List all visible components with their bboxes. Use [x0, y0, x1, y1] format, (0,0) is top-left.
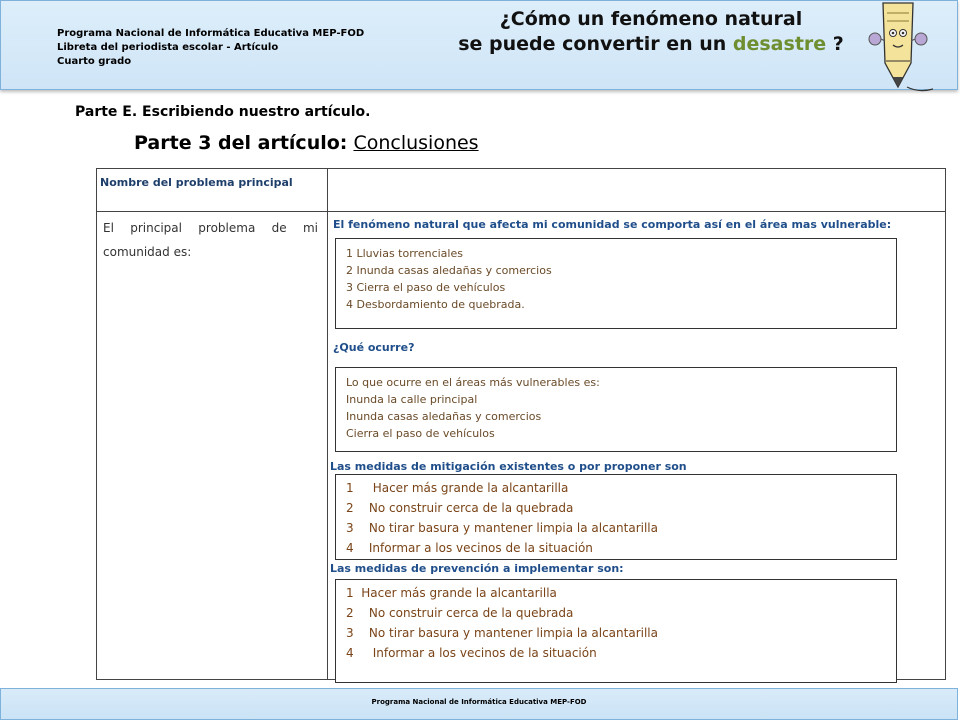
pencil-mascot-icon [863, 1, 935, 93]
prevention-item: 2 No construir cerca de la quebrada [346, 606, 574, 620]
program-info [57, 27, 364, 69]
behavior-question: El fenómeno natural que afecta mi comunidad se comporta así en el área mas vulnerable: [333, 218, 892, 231]
section-label: Parte 3 del artículo: [134, 132, 348, 154]
behavior-item: 2 Inunda casas aledañas y comercios [346, 264, 552, 277]
notebook-name: Libreta del periodista escolar - Artículo [57, 42, 279, 53]
part-heading: Parte E. Escribiendo nuestro artículo. [75, 104, 371, 120]
section-heading [134, 132, 479, 154]
program-name: Programa Nacional de Informática Educativa MEP-FOD [57, 28, 365, 39]
behavior-item: 4 Desbordamiento de quebrada. [346, 298, 525, 311]
main-title-line2 [421, 32, 881, 57]
what-happens-question: ¿Qué ocurre? [333, 341, 415, 354]
table-row-divider [96, 211, 946, 212]
grade-level: Cuarto grado [57, 56, 132, 67]
what-happens-item: Lo que ocurre en el áreas más vulnerables es: [346, 376, 600, 389]
section-title: Conclusiones [353, 132, 479, 154]
footer-banner [0, 688, 958, 720]
header-banner [0, 0, 958, 90]
prevention-question: Las medidas de prevención a implementar son: [330, 562, 624, 575]
main-title-text: se puede convertir en un [458, 33, 733, 55]
behavior-answer-box [335, 238, 897, 329]
table-column-divider [327, 168, 328, 680]
mitigation-answer-box [335, 474, 897, 560]
prevention-item: 3 No tirar basura y mantener limpia la alcantarilla [346, 626, 658, 640]
main-title [421, 7, 881, 57]
problem-name-label: Nombre del problema principal [100, 176, 293, 189]
mitigation-item: 4 Informar a los vecinos de la situación [346, 541, 593, 555]
main-title-end: ? [826, 33, 844, 55]
mitigation-item: 3 No tirar basura y mantener limpia la alcantarilla [346, 521, 658, 535]
prevention-answer-box [335, 579, 897, 683]
prevention-item: 4 Informar a los vecinos de la situación [346, 646, 597, 660]
footer-text: Programa Nacional de Informática Educativa MEP-FOD [371, 698, 587, 706]
mitigation-question: Las medidas de mitigación existentes o por proponer son [330, 460, 687, 473]
main-title-line1: ¿Cómo un fenómeno natural [499, 8, 803, 30]
what-happens-answer-box [335, 367, 897, 452]
main-title-highlight: desastre [732, 33, 827, 55]
main-problem-label: El principal problema de mi comunidad es: [103, 221, 318, 259]
mitigation-item: 1 Hacer más grande la alcantarilla [346, 481, 569, 495]
what-happens-item: Inunda la calle principal [346, 393, 478, 406]
behavior-item: 1 Lluvias torrenciales [346, 247, 463, 260]
prevention-item: 1 Hacer más grande la alcantarilla [346, 586, 557, 600]
what-happens-item: Inunda casas aledañas y comercios [346, 410, 542, 423]
behavior-item: 3 Cierra el paso de vehículos [346, 281, 506, 294]
mitigation-item: 2 No construir cerca de la quebrada [346, 501, 574, 515]
what-happens-item: Cierra el paso de vehículos [346, 427, 495, 440]
